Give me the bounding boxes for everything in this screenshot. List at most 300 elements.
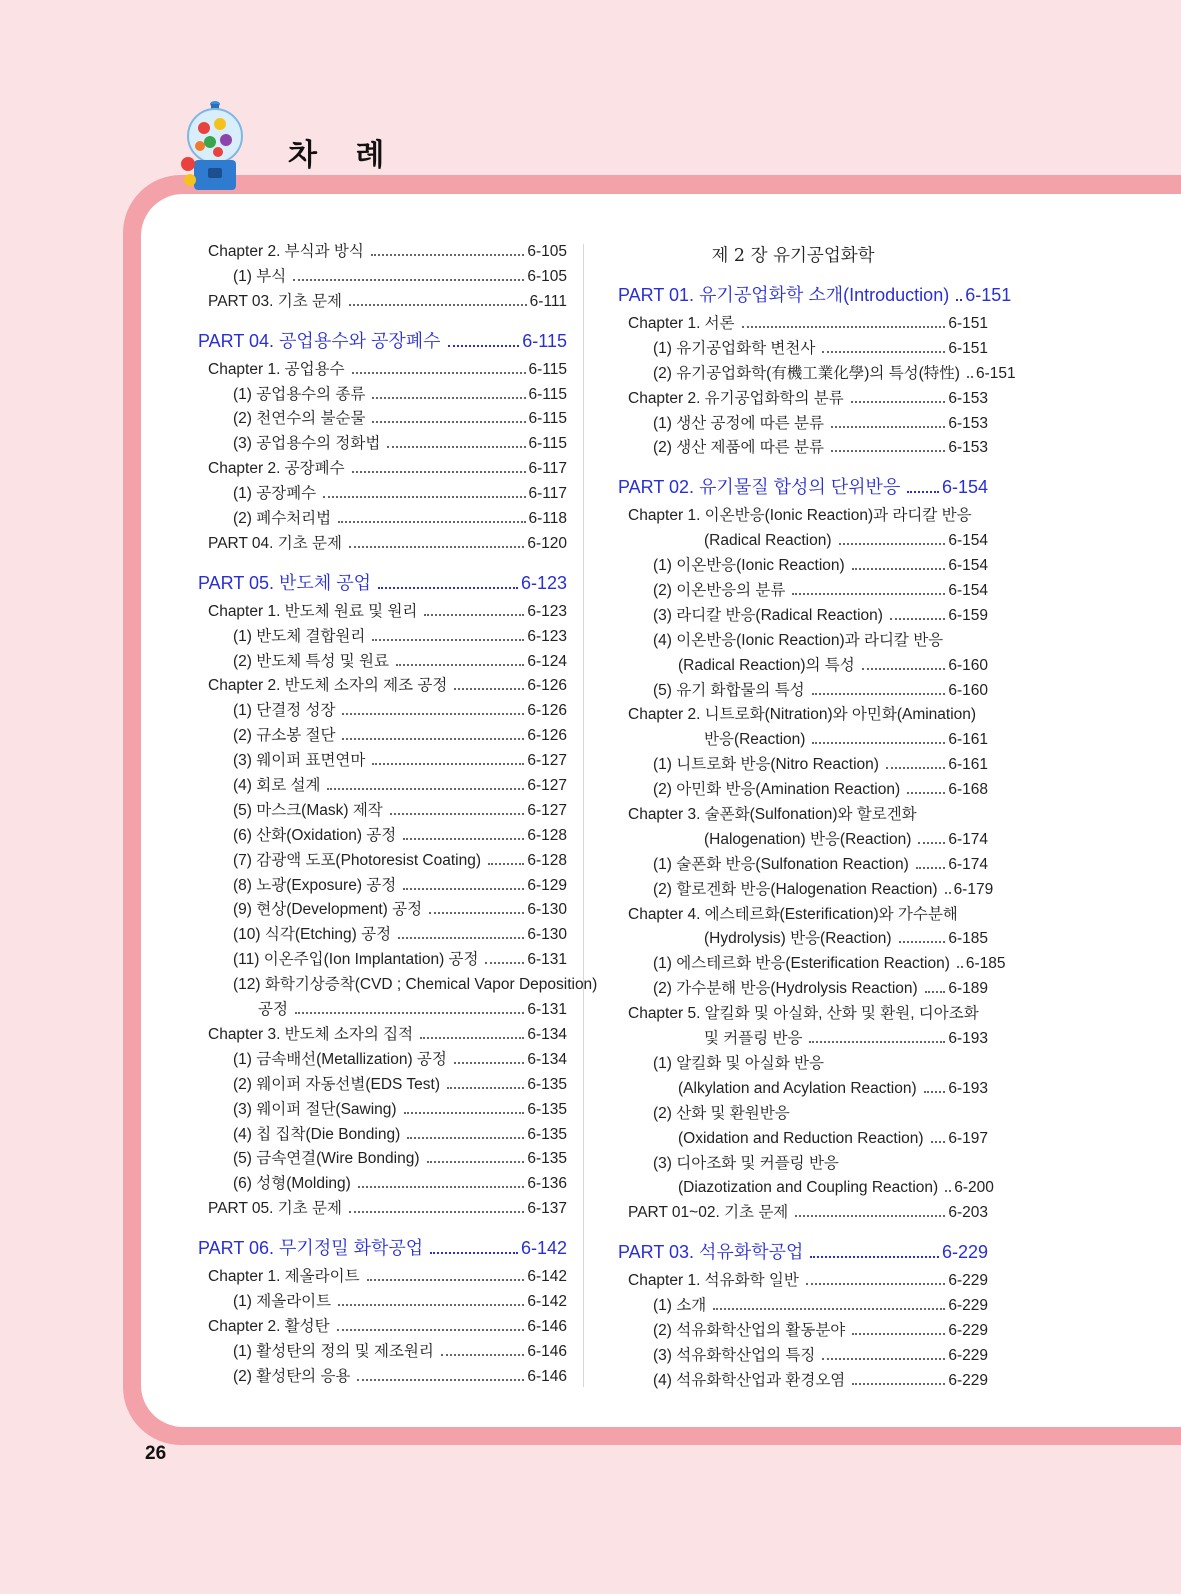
toc-entry-page: 6-131 [527,1001,567,1019]
toc-entry[interactable] [198,1073,567,1098]
dot-leader [342,713,524,715]
toc-entry[interactable] [198,1265,567,1290]
toc-entry-page: 6-197 [948,1129,988,1147]
dot-leader [886,767,945,769]
dot-leader [378,587,518,589]
toc-entry-page: 6-127 [527,801,567,819]
toc-entry-title: (11) 이온주입(Ion Implantation) 공정 [233,951,479,969]
toc-entry-page: 6-151 [948,339,988,357]
dot-leader [851,401,946,403]
toc-entry-title: (2) 유기공업화학(有機工業化學)의 특성(特性) [653,364,960,382]
dot-leader [454,1062,524,1064]
dot-leader [349,546,524,548]
toc-entry-title: (Alkylation and Acylation Reaction) [678,1079,917,1097]
dot-leader [890,618,945,620]
toc-entry[interactable] [618,1344,988,1369]
toc-entry[interactable] [618,1152,988,1177]
dot-leader [454,688,524,690]
toc-entry-page: 6-161 [948,756,988,774]
toc-entry-page: 6-160 [948,656,988,674]
dot-leader [862,668,946,670]
dot-leader [398,937,524,939]
toc-entry-page: 6-146 [527,1317,567,1335]
toc-entry[interactable] [198,674,567,699]
toc-entry-page: 6-189 [948,980,988,998]
toc-entry[interactable] [198,625,567,650]
toc-entry-page: 6-135 [527,1125,567,1143]
toc-entry-page: 6-193 [948,1030,988,1048]
dot-leader [852,1383,945,1385]
toc-entry-title: (1) 생산 공정에 따른 분류 [653,414,824,432]
toc-entry-title: PART 03. 석유화학공업 [618,1242,804,1263]
toc-entry-page: 6-154 [948,557,988,575]
toc-entry[interactable] [618,1319,988,1344]
toc-entry[interactable] [618,927,988,952]
dot-leader [338,521,525,523]
toc-entry-title: (5) 금속연결(Wire Bonding) [233,1150,420,1168]
toc-entry-title: PART 05. 기초 문제 [208,1200,342,1218]
toc-entry-page: 6-154 [948,532,988,550]
toc-entry[interactable] [198,240,567,265]
page-number: 26 [145,1443,167,1464]
toc-entry-title: (Radical Reaction) [704,532,832,550]
toc-entry-title: (4) 회로 설계 [233,777,321,795]
toc-entry-page: 6-153 [948,414,988,432]
toc-entry-page: 6-128 [527,851,567,869]
toc-entry-title: PART 01~02. 기초 문제 [628,1204,789,1222]
toc-entry-page: 6-118 [528,510,567,528]
toc-entry[interactable] [198,973,598,998]
toc-entry[interactable] [618,878,994,903]
toc-entry-title: (Oxidation and Reduction Reaction) [678,1129,924,1147]
toc-entry[interactable] [198,898,567,923]
dot-leader [916,867,946,869]
toc-entry-page: 6-151 [948,315,988,332]
toc-entry-page: 6-127 [527,752,567,770]
toc-entry-page: 6-153 [948,439,988,457]
dot-leader [372,639,524,641]
dot-leader [822,1358,945,1360]
toc-entry[interactable] [618,629,988,654]
toc-entry-page: 6-115 [528,435,567,453]
toc-entry[interactable] [198,724,567,749]
toc-entry-page: 6-129 [527,876,567,894]
dot-leader [357,1379,524,1381]
toc-entry-title: PART 04. 기초 문제 [208,534,342,552]
toc-entry[interactable] [618,728,988,753]
toc-entry[interactable] [198,432,567,457]
gumball-machine-icon [180,98,250,194]
toc-entry-page: 6-146 [527,1342,567,1360]
toc-entry-page: 6-168 [948,781,988,799]
toc-entry-title: PART 05. 반도체 공업 [198,572,371,593]
toc-part-entry[interactable] [618,472,988,502]
dot-leader [407,1137,524,1139]
toc-entry-page: 6-137 [527,1200,567,1218]
toc-entry-title: Chapter 3. 술폰화(Sulfonation)와 할로겐화 [628,806,917,824]
toc-entry[interactable] [198,290,567,315]
dot-leader [420,1037,524,1039]
toc-entry-title: Chapter 2. 부식과 방식 [208,243,364,260]
toc-entry-page: 6-229 [948,1272,988,1290]
toc-entry[interactable] [198,1172,567,1197]
dot-leader [792,593,945,595]
toc-entry[interactable] [198,1315,567,1340]
toc-entry-title: (5) 유기 화합물의 특성 [653,681,805,699]
toc-entry-page: 6-134 [527,1050,567,1068]
toc-entry[interactable] [618,1294,988,1319]
dot-leader [957,966,963,968]
toc-entry[interactable] [198,874,567,899]
toc-entry-title: (1) 알킬화 및 아실화 반응 [653,1054,824,1072]
toc-entry-title: (4) 이온반응(Ionic Reaction)과 라디칼 반응 [653,631,944,649]
toc-entry[interactable] [198,799,567,824]
toc-entry-title: 반응(Reaction) [704,731,806,749]
toc-entry-page: 6-200 [954,1179,994,1197]
toc-entry[interactable] [618,952,1006,977]
toc-entry[interactable] [618,803,988,828]
dot-leader [403,838,524,840]
toc-entry-title: (3) 석유화학산업의 특징 [653,1346,816,1364]
toc-entry-page: 6-136 [527,1175,567,1193]
toc-entry-title: (6) 성형(Molding) [233,1175,351,1193]
toc-entry-page: 6-185 [948,930,988,948]
toc-entry[interactable] [198,358,567,383]
toc-entry-page: 6-126 [527,702,567,720]
dot-leader [327,788,524,790]
toc-entry[interactable] [618,753,988,778]
toc-entry[interactable] [618,977,988,1002]
dot-leader [956,299,962,301]
dot-leader [404,1112,525,1114]
toc-entry-title: (1) 금속배선(Metallization) 공정 [233,1050,447,1068]
toc-entry-page: 6-123 [527,602,567,620]
toc-entry-page: 6-142 [527,1292,567,1310]
toc-entry-title: (1) 소개 [653,1297,707,1315]
toc-entry[interactable] [618,387,988,412]
toc-entry-page: 6-135 [527,1100,567,1118]
toc-entry[interactable] [198,1340,567,1365]
toc-entry-page: 6-124 [527,652,567,670]
toc-entry-title: (7) 감광액 도포(Photoresist Coating) [233,851,482,869]
toc-entry[interactable] [618,1176,994,1201]
toc-entry[interactable] [198,1197,567,1222]
toc-entry-title: Chapter 2. 반도체 소자의 제조 공정 [208,677,448,695]
toc-entry-title: (1) 공장폐수 [233,485,317,503]
dot-leader [918,842,945,844]
toc-entry[interactable] [198,265,567,290]
toc-entry[interactable] [618,436,988,461]
page-title: 차 례 [288,138,399,173]
dot-leader [441,1354,524,1356]
toc-entry-page: 6-105 [527,243,567,260]
toc-entry-title: Chapter 4. 에스테르화(Esterification)와 가수분해 [628,905,958,923]
dot-leader [809,1041,945,1043]
toc-entry-title: (2) 가수분해 반응(Hydrolysis Reaction) [653,980,918,998]
toc-entry-page: 6-229 [948,1371,988,1389]
toc-entry[interactable] [198,699,567,724]
toc-entry-title: (2) 생산 제품에 따른 분류 [653,439,824,457]
toc-entry-page: 6-123 [520,572,567,593]
toc-entry[interactable] [618,1369,988,1394]
toc-entry-title: (2) 산화 및 환원반응 [653,1104,790,1122]
toc-entry[interactable] [618,504,988,529]
dot-leader [839,543,946,545]
toc-entry-page: 6-126 [527,677,567,695]
toc-entry-title: Chapter 3. 반도체 소자의 집적 [208,1025,414,1043]
toc-entry-page: 6-229 [948,1321,988,1339]
dot-leader [448,345,520,347]
dot-leader [822,351,945,353]
dot-leader [907,792,945,794]
toc-entry-page: 6-154 [941,477,988,498]
dot-leader [352,471,526,473]
toc-entry-page: 6-203 [948,1204,988,1222]
toc-entry-title: Chapter 1. 제올라이트 [208,1268,360,1286]
toc-entry-page: 6-174 [948,830,988,848]
dot-leader [485,962,524,964]
toc-entry[interactable] [198,948,567,973]
toc-entry[interactable] [198,824,567,849]
toc-entry-title: (3) 디아조화 및 커플링 반응 [653,1154,839,1172]
toc-entry-title: 및 커플링 반응 [704,1030,803,1048]
dot-leader [358,1186,525,1188]
dot-leader [367,1279,525,1281]
toc-entry-title: (9) 현상(Development) 공정 [233,901,423,919]
toc-entry-title: (Hydrolysis) 반응(Reaction) [704,930,892,948]
toc-entry[interactable] [198,1290,567,1315]
dot-leader [831,450,945,452]
toc-part-entry[interactable] [198,326,567,356]
toc-entry-page: 6-127 [527,777,567,795]
toc-entry[interactable] [198,383,567,408]
toc-entry[interactable] [198,849,567,874]
toc-entry-title: (3) 웨이퍼 표면연마 [233,752,366,770]
toc-entry-page: 6-160 [948,681,988,699]
dot-leader [424,614,524,616]
toc-entry-page: 6-115 [528,360,567,378]
toc-entry-page: 6-229 [941,1242,988,1263]
dot-leader [742,326,946,328]
toc-entry[interactable] [618,604,988,629]
toc-entry-page: 6-159 [948,606,988,624]
toc-entry-page: 6-126 [527,727,567,745]
toc-entry[interactable] [198,1365,567,1390]
toc-entry-title: Chapter 1. 공업용수 [208,360,345,378]
toc-entry-title: (3) 공업용수의 정화법 [233,435,381,453]
dot-leader [713,1308,945,1310]
dot-leader [429,912,524,914]
dot-leader [812,693,946,695]
toc-entry[interactable] [618,579,988,604]
toc-entry-page: 6-142 [527,1268,567,1286]
toc-entry[interactable] [198,407,567,432]
toc-entry[interactable] [618,1002,988,1027]
toc-entry-page: 6-130 [527,926,567,944]
toc-entry-page: 6-131 [527,951,567,969]
toc-entry-page: 6-146 [527,1367,567,1385]
toc-entry-page: 6-151 [975,364,1016,382]
dot-leader [371,254,524,256]
toc-entry-title: (2) 반도체 특성 및 원료 [233,652,389,670]
toc-entry[interactable] [198,1147,567,1172]
toc-entry-page: 6-229 [948,1297,988,1315]
toc-entry[interactable] [618,1269,988,1294]
toc-entry-page: 6-123 [527,627,567,645]
dot-leader [931,1141,946,1143]
toc-entry-title: Chapter 1. 이온반응(Ionic Reaction)과 라디칼 반응 [628,507,972,525]
toc-part-entry[interactable] [198,1233,567,1263]
toc-part-entry[interactable] [618,280,1012,310]
toc-part-entry[interactable] [618,1237,988,1267]
toc-entry[interactable] [618,554,988,579]
toc-entry-title: (3) 웨이퍼 절단(Sawing) [233,1100,397,1118]
dot-leader [293,279,524,281]
dot-leader [488,863,524,865]
toc-entry[interactable] [198,650,567,675]
toc-entry[interactable] [198,1098,567,1123]
toc-entry-title: (3) 라디칼 반응(Radical Reaction) [653,606,883,624]
toc-entry[interactable] [618,853,988,878]
toc-entry[interactable] [198,482,567,507]
toc-entry-title: Chapter 2. 니트로화(Nitration)와 아민화(Amination) [628,706,977,724]
toc-part-entry[interactable] [198,568,567,598]
toc-entry-title: Chapter 2. 유기공업화학의 분류 [628,389,844,407]
toc-entry-title: (1) 단결정 성장 [233,702,336,720]
toc-entry[interactable] [618,828,988,853]
toc-entry[interactable] [618,1102,988,1127]
toc-entry[interactable] [198,600,567,625]
toc-entry-title: (1) 부식 [233,267,287,285]
dot-leader [810,1256,939,1258]
dot-leader [812,742,945,744]
toc-entry-title: (5) 마스크(Mask) 제작 [233,801,383,819]
toc-entry[interactable] [618,778,988,803]
toc-entry-page: 6-185 [965,955,1006,973]
toc-entry-page: 6-130 [527,901,567,919]
toc-entry[interactable] [618,337,988,362]
column-divider [583,244,584,1387]
dot-leader [924,1091,946,1093]
toc-entry[interactable] [198,1123,567,1148]
toc-entry[interactable] [618,1052,988,1077]
toc-entry[interactable] [198,457,567,482]
dot-leader [349,304,527,306]
toc-entry-title: (2) 웨이퍼 자동선별(EDS Test) [233,1075,441,1093]
toc-entry[interactable] [618,703,988,728]
toc-entry-title: Chapter 2. 공장폐수 [208,460,345,478]
toc-entry-title: PART 04. 공업용수와 공장폐수 [198,330,441,351]
toc-entry[interactable] [198,923,567,948]
toc-entry-title: (1) 유기공업화학 변천사 [653,339,816,357]
toc-entry[interactable] [198,998,567,1023]
toc-entry-title: (4) 칩 집착(Die Bonding) [233,1125,401,1143]
dot-leader [852,1333,945,1335]
dot-leader [907,491,939,493]
toc-entry-title: (2) 천연수의 불순물 [233,410,366,428]
toc-entry-title: (2) 이온반응의 분류 [653,582,786,600]
toc-entry-page: 6-174 [948,855,988,873]
dot-leader [372,397,525,399]
toc-entry-page: 6-151 [965,285,1012,305]
toc-entry-title: (1) 이온반응(Ionic Reaction) [653,557,845,575]
dot-leader [396,664,524,666]
dot-leader [372,421,525,423]
dot-leader [427,1161,525,1163]
toc-entry[interactable] [618,654,988,679]
dot-leader [945,892,951,894]
toc-entry-page: 6-134 [527,1025,567,1043]
toc-entry-title: (2) 폐수처리법 [233,510,332,528]
dot-leader [967,376,973,378]
toc-entry[interactable] [618,1077,988,1102]
dot-leader [390,813,525,815]
toc-entry-title: (1) 공업용수의 종류 [233,385,366,403]
dot-leader [337,1329,525,1331]
toc-entry[interactable] [618,1027,988,1052]
dot-leader [295,1012,524,1014]
toc-entry-page: 6-161 [948,731,988,749]
toc-entry-title: (2) 할로겐화 반응(Halogenation Reaction) [653,880,938,898]
toc-entry[interactable] [618,529,988,554]
toc-right-column [618,240,1016,1394]
toc-entry-title: 공정 [258,1001,288,1019]
toc-entry-title: (8) 노광(Exposure) 공정 [233,876,397,894]
toc-entry[interactable] [198,507,567,532]
toc-entry-page: 6-193 [948,1079,988,1097]
toc-entry-title: Chapter 2. 활성탄 [208,1317,330,1335]
toc-entry[interactable] [618,1201,988,1226]
chapter-heading: 제 2 장 유기공업화학 [711,246,875,266]
toc-entry-title: Chapter 1. 반도체 원료 및 원리 [208,602,418,620]
toc-entry[interactable] [618,1127,988,1152]
toc-entry-title: (Radical Reaction)의 특성 [678,656,855,674]
toc-entry[interactable] [618,903,988,928]
toc-entry[interactable] [198,1048,567,1073]
dot-leader [430,1252,518,1254]
toc-entry-page: 6-117 [528,460,567,478]
toc-entry[interactable] [618,312,988,337]
toc-entry-title: (1) 제올라이트 [233,1292,332,1310]
toc-entry-page: 6-142 [520,1238,567,1259]
toc-entry[interactable] [198,1023,567,1048]
toc-entry[interactable] [198,749,567,774]
toc-entry-page: 6-153 [948,389,988,407]
dot-leader [342,738,524,740]
toc-entry-title: (1) 니트로화 반응(Nitro Reaction) [653,756,879,774]
toc-entry-title: (2) 석유화학산업의 활동분야 [653,1321,846,1339]
toc-entry-title: (10) 식각(Etching) 공정 [233,926,392,944]
toc-left-column [198,240,598,1390]
toc-entry-title: (1) 에스테르화 반응(Esterification Reaction) [653,955,950,973]
toc-entry[interactable] [618,679,988,704]
dot-leader [831,426,945,428]
toc-entry-page: 6-128 [527,826,567,844]
toc-entry[interactable] [618,412,988,437]
dot-leader [925,991,946,993]
dot-leader [403,888,524,890]
toc-entry-title: PART 02. 유기물질 합성의 단위반응 [618,477,901,498]
dot-leader [352,372,526,374]
toc-entry-title: (2) 아민화 반응(Amination Reaction) [653,781,901,799]
toc-entry[interactable] [198,774,567,799]
toc-entry[interactable] [198,532,567,557]
dot-leader [387,446,525,448]
toc-entry-page: 6-179 [953,880,994,898]
toc-entry[interactable] [618,362,1016,387]
toc-entry-title: Chapter 1. 석유화학 일반 [628,1272,799,1290]
dot-leader [806,1283,946,1285]
